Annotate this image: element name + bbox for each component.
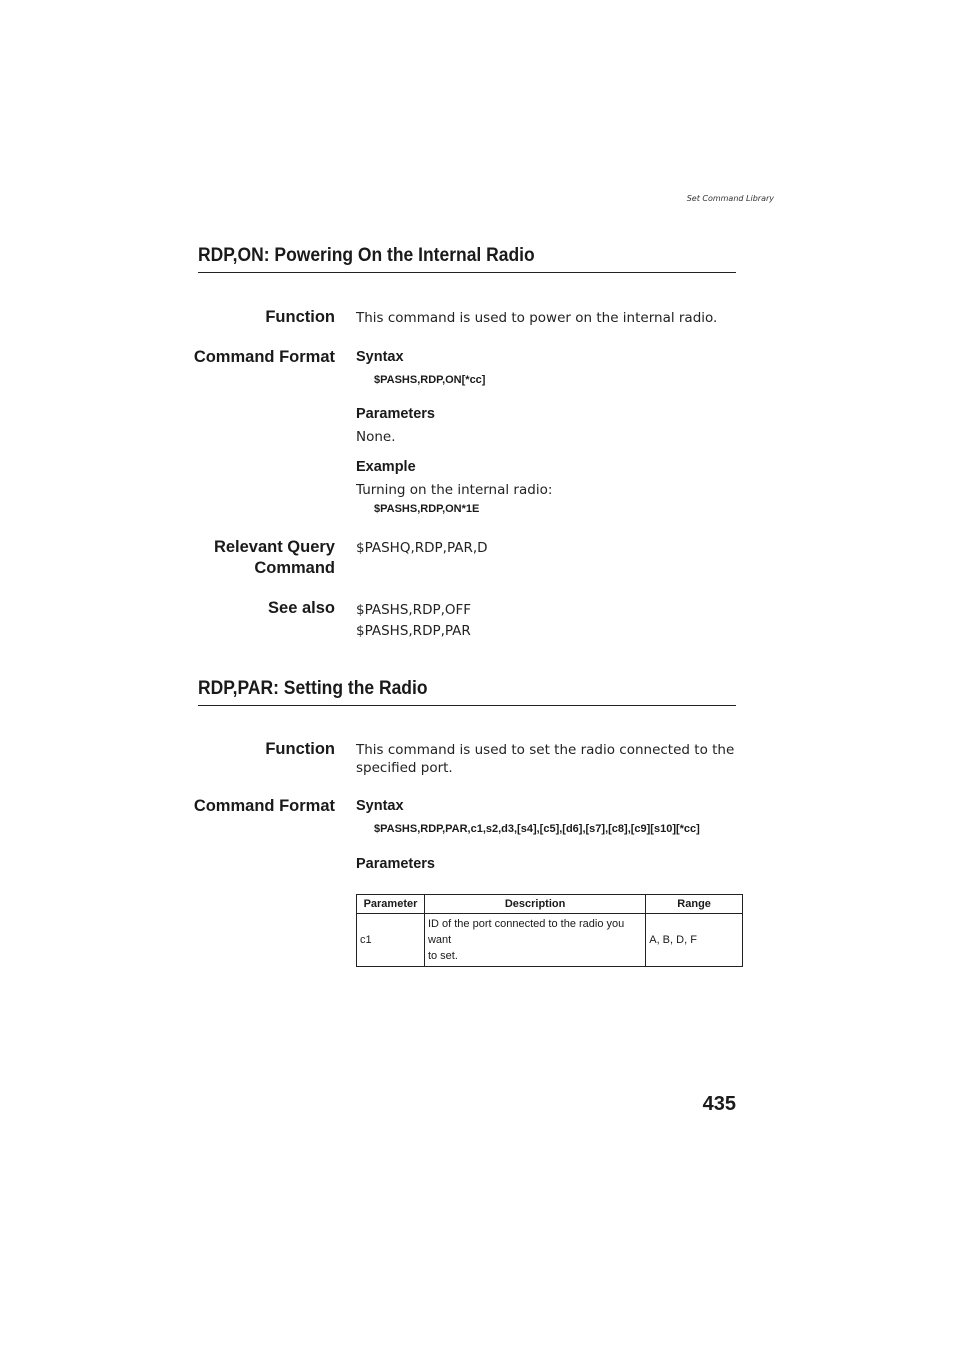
see-also-label: See also	[268, 599, 335, 617]
function-label: Function	[265, 308, 335, 326]
relevant-query-label-line1: Relevant Query	[213, 538, 335, 556]
parameters-table	[356, 894, 743, 967]
see-also-list	[356, 600, 471, 642]
table-header-row	[357, 895, 743, 914]
parameters-label: Parameters	[356, 406, 435, 422]
cell-parameter: c1	[357, 914, 425, 967]
section-rule	[198, 705, 736, 706]
relevant-query-label	[135, 537, 335, 579]
example-command: $PASHS,RDP,ON*1E	[374, 503, 480, 515]
cell-range: A, B, D, F	[646, 914, 743, 967]
relevant-query-text: $PASHQ,RDP,PAR,D	[356, 540, 488, 556]
table-row	[357, 914, 743, 967]
header-range: Range	[646, 895, 743, 914]
parameters-label: Parameters	[356, 856, 435, 872]
cell-description	[424, 914, 645, 967]
parameters-text: None.	[356, 429, 396, 445]
running-header: Set Command Library	[686, 194, 774, 203]
function-label: Function	[265, 740, 335, 758]
example-label: Example	[356, 459, 416, 475]
cell-description-line2: to set.	[427, 950, 458, 962]
syntax-command: $PASHS,RDP,ON[*cc]	[374, 374, 486, 386]
syntax-command: $PASHS,RDP,PAR,c1,s2,d3,[s4],[c5],[d6],[s7],[c8],[c9][s10][*cc]	[374, 823, 700, 835]
function-text-line1: This command is used to set the radio connected to the	[356, 742, 735, 758]
example-text: Turning on the internal radio:	[356, 482, 553, 498]
see-also-item: $PASHS,RDP,PAR	[356, 623, 471, 639]
cell-description-line1: ID of the port connected to the radio you want	[427, 918, 625, 946]
function-text-line2: specified port.	[356, 760, 453, 776]
function-text: This command is used to power on the internal radio.	[356, 310, 718, 326]
page-number: 435	[702, 1093, 736, 1115]
section-title-rdp-par: RDP,PAR: Setting the Radio	[198, 678, 428, 699]
command-format-label: Command Format	[193, 348, 335, 366]
command-format-label: Command Format	[193, 797, 335, 815]
see-also-item: $PASHS,RDP,OFF	[356, 602, 472, 618]
header-parameter: Parameter	[357, 895, 425, 914]
section-title-rdp-on: RDP,ON: Powering On the Internal Radio	[198, 245, 535, 266]
section-rule	[198, 272, 736, 273]
header-description: Description	[424, 895, 645, 914]
syntax-label: Syntax	[356, 798, 404, 814]
relevant-query-label-line2: Command	[254, 559, 335, 577]
syntax-label: Syntax	[356, 349, 404, 365]
function-text	[356, 741, 734, 777]
